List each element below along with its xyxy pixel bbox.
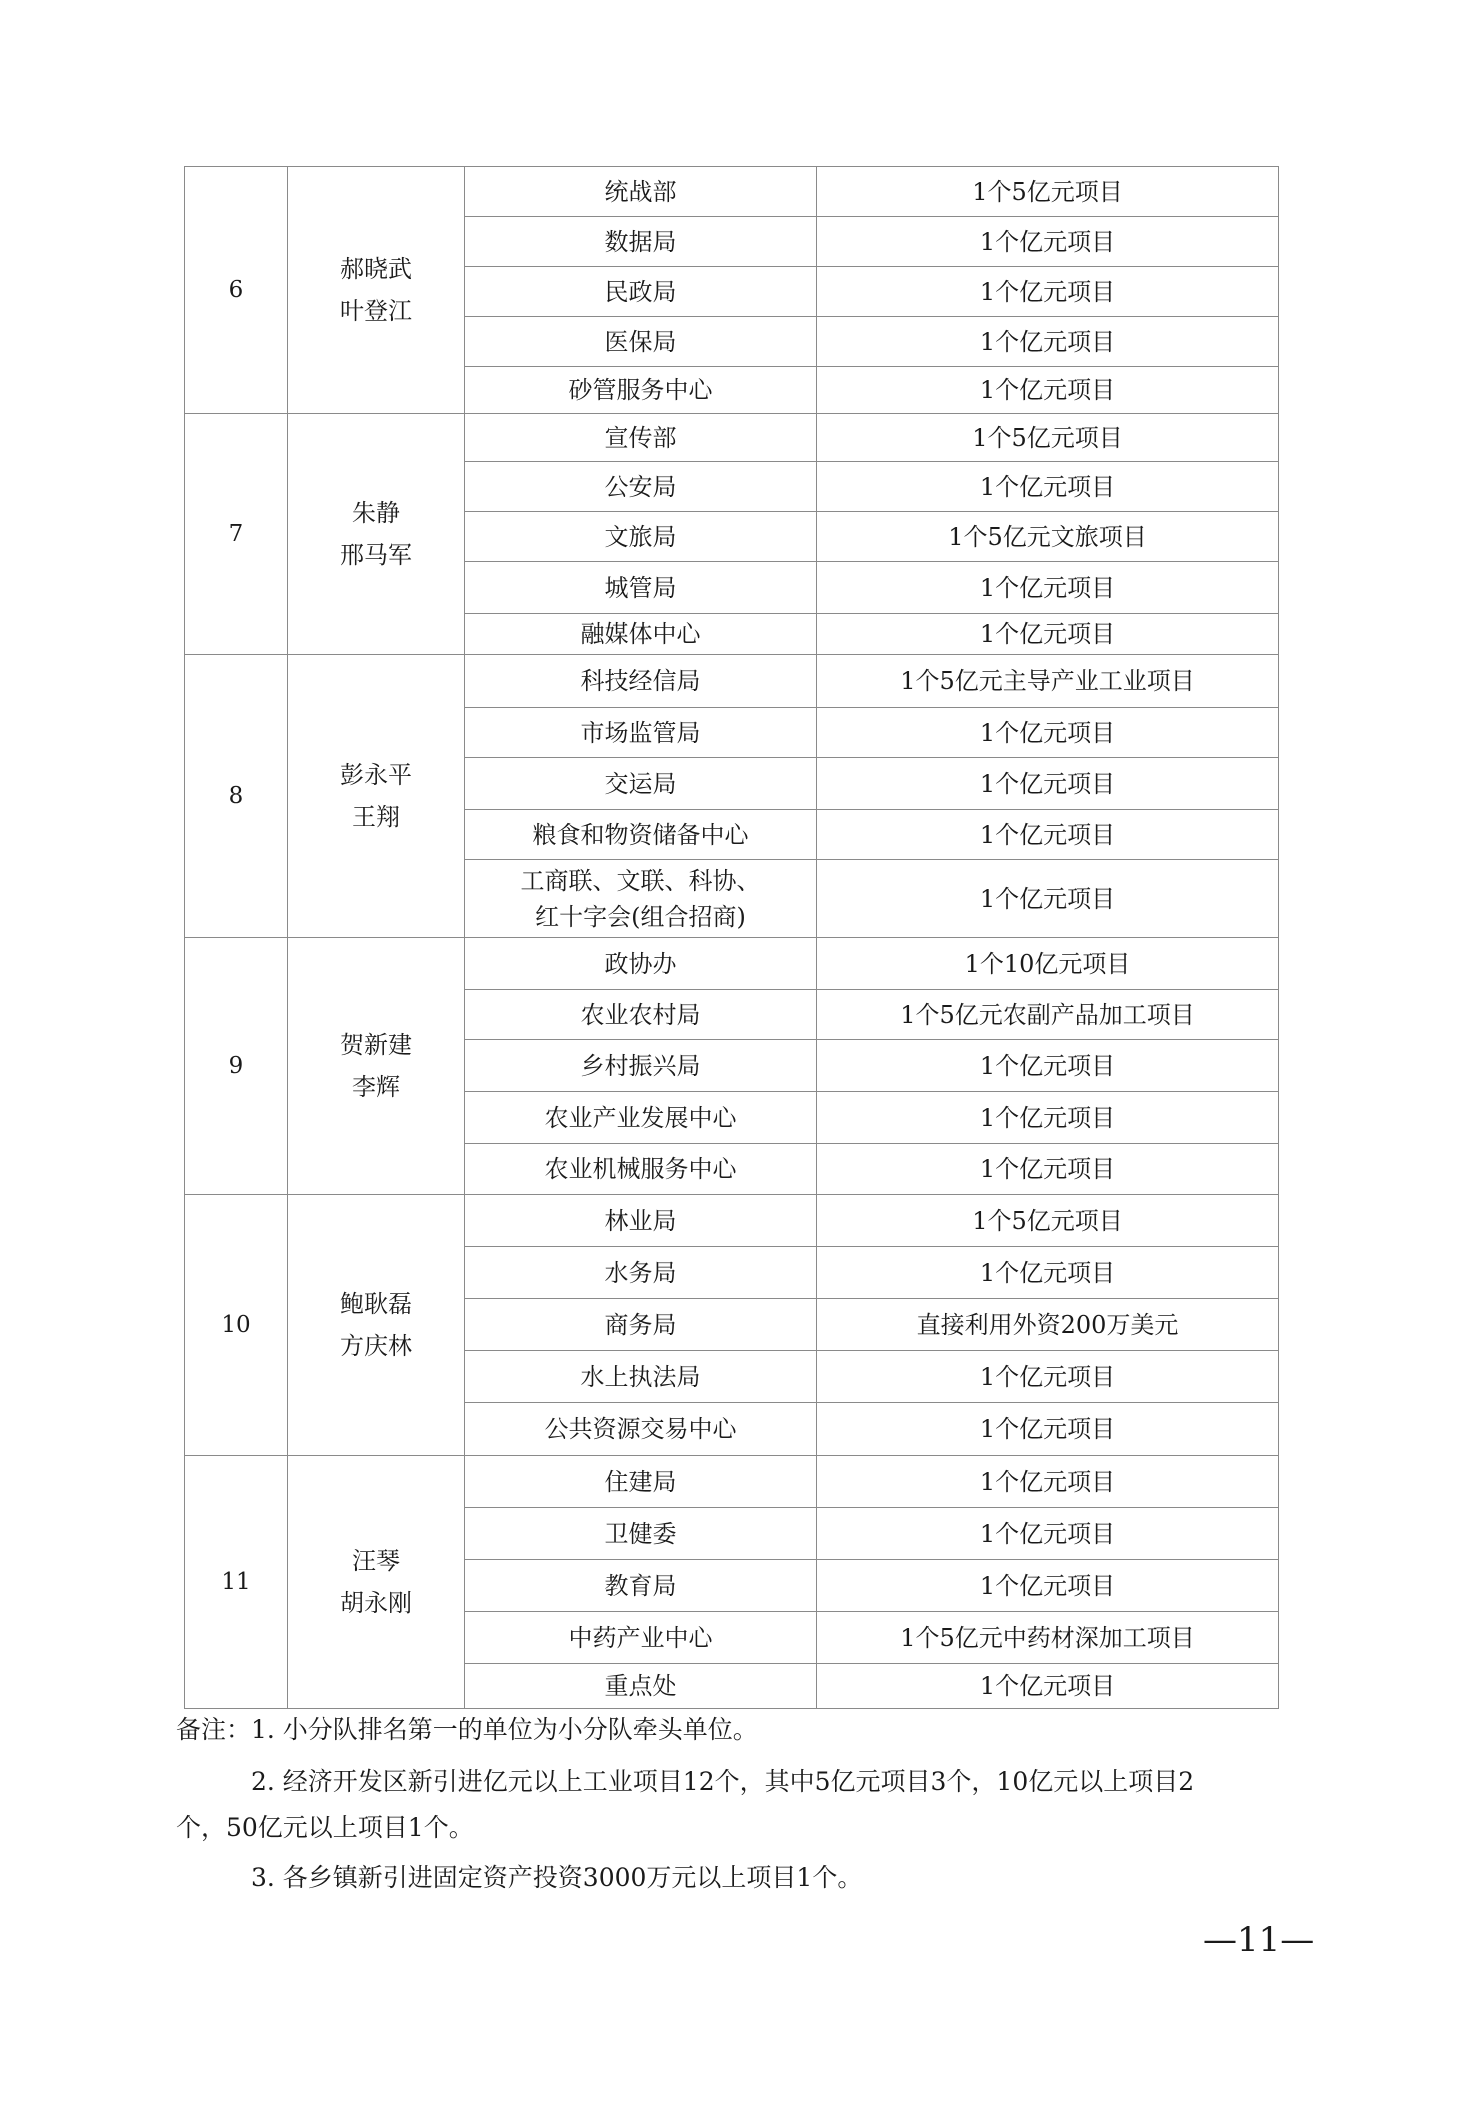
leader-name: 彭永平 bbox=[340, 761, 412, 789]
team-number-cell: 9 bbox=[185, 938, 288, 1195]
target-cell: 1个5亿元项目 bbox=[817, 1195, 1279, 1247]
unit-cell: 卫健委 bbox=[465, 1508, 817, 1560]
team-number-cell: 8 bbox=[185, 655, 288, 938]
target-cell: 1个5亿元农副产品加工项目 bbox=[817, 990, 1279, 1040]
unit-cell: 中药产业中心 bbox=[465, 1612, 817, 1664]
target-cell: 1个10亿元项目 bbox=[817, 938, 1279, 990]
target-cell: 1个亿元项目 bbox=[817, 1403, 1279, 1456]
table-row bbox=[185, 1456, 1279, 1508]
unit-cell: 市场监管局 bbox=[465, 708, 817, 758]
team-leaders-cell bbox=[288, 167, 465, 414]
unit-cell: 科技经信局 bbox=[465, 655, 817, 708]
unit-cell: 文旅局 bbox=[465, 512, 817, 562]
unit-cell: 融媒体中心 bbox=[465, 614, 817, 655]
team-number-cell: 7 bbox=[185, 414, 288, 655]
team-leaders-cell bbox=[288, 938, 465, 1195]
leader-name: 贺新建 bbox=[340, 1031, 412, 1059]
team-leaders-cell bbox=[288, 1456, 465, 1709]
unit-cell bbox=[465, 860, 817, 938]
target-cell: 1个5亿元项目 bbox=[817, 167, 1279, 217]
team-number-cell: 11 bbox=[185, 1456, 288, 1709]
table-row bbox=[185, 655, 1279, 708]
unit-cell: 乡村振兴局 bbox=[465, 1040, 817, 1092]
target-cell: 1个亿元项目 bbox=[817, 462, 1279, 512]
unit-cell: 农业机械服务中心 bbox=[465, 1144, 817, 1195]
target-cell: 1个5亿元项目 bbox=[817, 414, 1279, 462]
target-cell: 1个亿元项目 bbox=[817, 1040, 1279, 1092]
unit-cell: 交运局 bbox=[465, 758, 817, 810]
target-cell: 1个5亿元中药材深加工项目 bbox=[817, 1612, 1279, 1664]
unit-cell: 城管局 bbox=[465, 562, 817, 614]
team-leaders-cell bbox=[288, 414, 465, 655]
target-cell: 1个亿元项目 bbox=[817, 860, 1279, 938]
unit-cell: 林业局 bbox=[465, 1195, 817, 1247]
target-cell: 1个5亿元文旅项目 bbox=[817, 512, 1279, 562]
unit-cell: 水上执法局 bbox=[465, 1351, 817, 1403]
table-row bbox=[185, 938, 1279, 990]
target-cell: 1个亿元项目 bbox=[817, 1456, 1279, 1508]
target-cell: 1个亿元项目 bbox=[817, 1247, 1279, 1299]
unit-cell: 公安局 bbox=[465, 462, 817, 512]
unit-cell: 粮食和物资储备中心 bbox=[465, 810, 817, 860]
page-number: —11— bbox=[1203, 1920, 1315, 1960]
target-cell: 1个亿元项目 bbox=[817, 708, 1279, 758]
leader-name: 方庆林 bbox=[340, 1332, 412, 1360]
table-row bbox=[185, 167, 1279, 217]
target-cell: 1个亿元项目 bbox=[817, 562, 1279, 614]
target-cell: 1个亿元项目 bbox=[817, 614, 1279, 655]
team-leaders-cell bbox=[288, 655, 465, 938]
leader-name: 叶登江 bbox=[340, 297, 412, 325]
unit-cell: 民政局 bbox=[465, 267, 817, 317]
leader-name: 邢马军 bbox=[340, 541, 412, 569]
target-cell: 1个亿元项目 bbox=[817, 317, 1279, 367]
target-cell: 1个亿元项目 bbox=[817, 367, 1279, 414]
unit-cell: 政协办 bbox=[465, 938, 817, 990]
target-cell: 1个亿元项目 bbox=[817, 758, 1279, 810]
unit-cell: 商务局 bbox=[465, 1299, 817, 1351]
leader-name: 胡永刚 bbox=[340, 1589, 412, 1617]
unit-cell: 农业农村局 bbox=[465, 990, 817, 1040]
note-3: 3. 各乡镇新引进固定资产投资3000万元以上项目1个。 bbox=[251, 1863, 863, 1892]
unit-cell: 农业产业发展中心 bbox=[465, 1092, 817, 1144]
target-cell: 1个5亿元主导产业工业项目 bbox=[817, 655, 1279, 708]
target-cell: 1个亿元项目 bbox=[817, 1144, 1279, 1195]
leader-name: 李辉 bbox=[352, 1073, 400, 1101]
note-2-line-2: 个，50亿元以上项目1个。 bbox=[176, 1813, 474, 1842]
unit-line: 红十字会(组合招商) bbox=[535, 902, 746, 931]
target-cell: 1个亿元项目 bbox=[817, 1664, 1279, 1709]
target-cell: 1个亿元项目 bbox=[817, 1092, 1279, 1144]
target-cell: 1个亿元项目 bbox=[817, 267, 1279, 317]
table-row bbox=[185, 1195, 1279, 1247]
unit-cell: 重点处 bbox=[465, 1664, 817, 1709]
unit-cell: 统战部 bbox=[465, 167, 817, 217]
unit-cell: 宣传部 bbox=[465, 414, 817, 462]
unit-cell: 数据局 bbox=[465, 217, 817, 267]
unit-line: 工商联、文联、科协、 bbox=[520, 866, 761, 895]
unit-cell: 教育局 bbox=[465, 1560, 817, 1612]
unit-cell: 医保局 bbox=[465, 317, 817, 367]
target-cell: 1个亿元项目 bbox=[817, 217, 1279, 267]
assignment-table bbox=[184, 166, 1279, 1709]
leader-name: 鲍耿磊 bbox=[340, 1290, 412, 1318]
unit-cell: 公共资源交易中心 bbox=[465, 1403, 817, 1456]
unit-cell: 水务局 bbox=[465, 1247, 817, 1299]
target-cell: 1个亿元项目 bbox=[817, 810, 1279, 860]
assignment-table-body bbox=[185, 167, 1279, 1709]
target-cell: 1个亿元项目 bbox=[817, 1508, 1279, 1560]
unit-cell: 住建局 bbox=[465, 1456, 817, 1508]
leader-name: 王翔 bbox=[352, 803, 400, 831]
leader-name: 朱静 bbox=[352, 499, 400, 527]
target-cell: 直接利用外资200万美元 bbox=[817, 1299, 1279, 1351]
unit-cell: 砂管服务中心 bbox=[465, 367, 817, 414]
leader-name: 汪琴 bbox=[352, 1547, 400, 1575]
team-number-cell: 10 bbox=[185, 1195, 288, 1456]
target-cell: 1个亿元项目 bbox=[817, 1351, 1279, 1403]
leader-name: 郝晓武 bbox=[340, 255, 412, 283]
note-1: 备注：1. 小分队排名第一的单位为小分队牵头单位。 bbox=[176, 1715, 758, 1744]
team-leaders-cell bbox=[288, 1195, 465, 1456]
team-number-cell: 6 bbox=[185, 167, 288, 414]
target-cell: 1个亿元项目 bbox=[817, 1560, 1279, 1612]
table-row bbox=[185, 414, 1279, 462]
note-2-line-1: 2. 经济开发区新引进亿元以上工业项目12个，其中5亿元项目3个，10亿元以上项目2 bbox=[251, 1767, 1195, 1796]
